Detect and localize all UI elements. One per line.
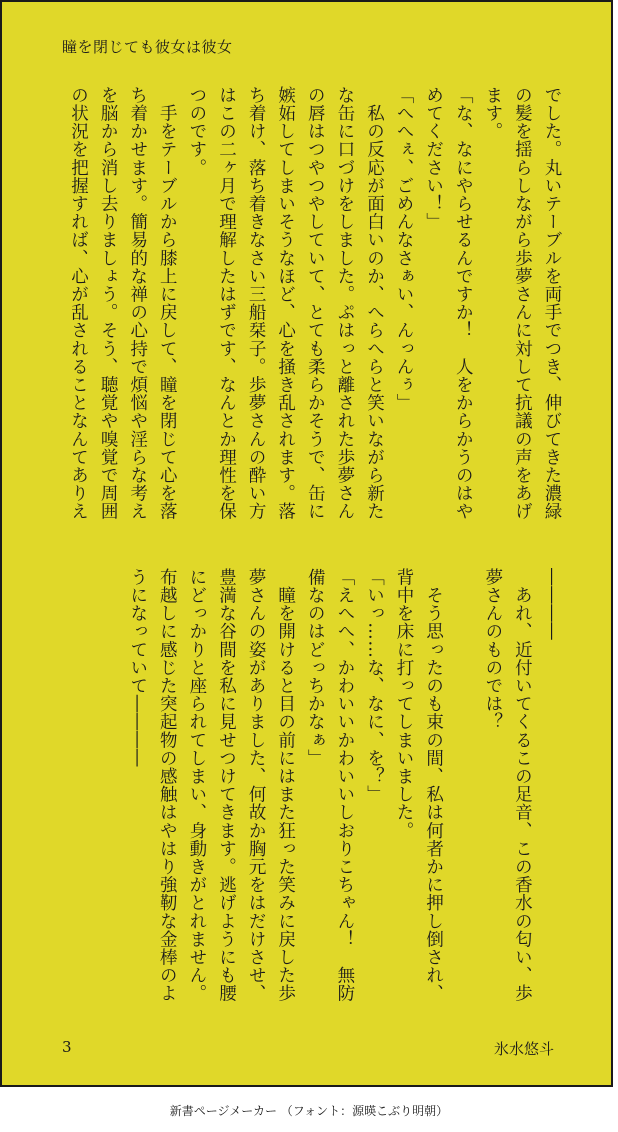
- page-number: 3: [62, 1038, 72, 1056]
- book-title: 瞳を閉じても彼女は彼女: [62, 38, 233, 56]
- generator-caption: 新書ページメーカー （フォント：源暎こぶり明朝）: [169, 1104, 449, 1118]
- body-text-upper: でした。丸いテーブルを両手でつき、伸びてきた濃緑 の髪を揺らしながら歩夢さんに対して抗議の声をあげ ます。 「な、なにやらせるんですか！ 人をからかうのはや めてください！」 「へへぇ、ごめんなさぁい、んっんぅ」 私の反応が面白いのか、へらへらと笑いながら新た な缶に口づけをしました。ぷはっと離された歩夢さん の唇はつやつやしていて、とても柔らかそうで、缶に 嫉妬してしまいそうなほど、心を掻き乱されます。落 ち着け、落ち着きなさい三船栞子。歩夢さんの酔い方 はこの二ヶ月で理解したはずです、なんとか理性を保 つのです。 手をテーブルから膝上に戻して、瞳を閉じて心を落 ち着かせます。簡易的な禅の心持で煩悩や淫らな考え を脳から消し去りましょう。そう、聴覚や嗅覚で周囲 の状況を把握すれば、心が乱されることなんてありえ: [68, 86, 562, 521]
- author-name: 氷水悠斗: [493, 1040, 554, 1058]
- body-text-lower: ―――― あれ、近付いてくるこの足音、この香水の匂い、歩 夢さんのものでは？ そう思ったのも束の間、私は何者かに押し倒され、 背中を床に打ってしまいました。 「いっ……な、なに、を？」 「えへへ、かわいいかわいいしおりこちゃん！ 無防 備なのはどっちかなぁ」 瞳を開けると目の前にはまた狂った笑みに戻した歩 夢さんの姿がありました、何故か胸元をはだけさせ、 豊満な谷間を私に見せつけてきます。逃げようにも腰 にどっかりと座られてしまい、身動きがとれません。 布越しに感じた突起物の感触はやはり強靭な金棒のよ うになっていて――――: [127, 568, 562, 1003]
